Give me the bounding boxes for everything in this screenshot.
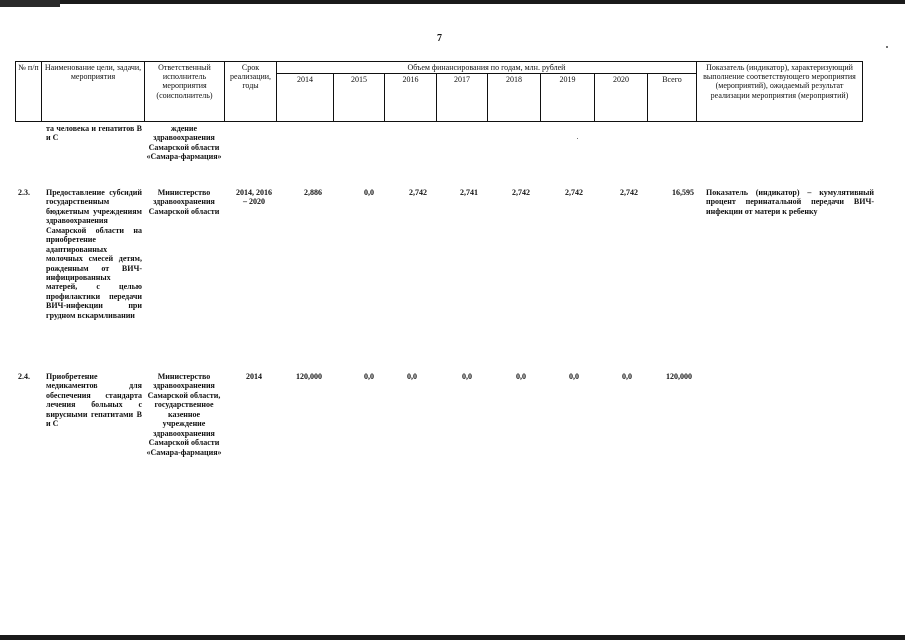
header-financing: Объем финансирования по годам, млн. рублей bbox=[277, 62, 697, 74]
scan-speck bbox=[886, 46, 888, 48]
row-2-3-value-total: 16,595 bbox=[672, 188, 694, 197]
header-indicator: Показатель (индикатор), характеризующий выполнение соответствующего мероприятия (мероприятий), ожидаемый результат реализации мероприятия (мероприятий) bbox=[697, 62, 863, 122]
header-year-2016: 2016 bbox=[385, 74, 437, 122]
continuation-name: та человека и гепатитов В и С bbox=[46, 124, 142, 143]
row-2-4-value-2019: 0,0 bbox=[569, 372, 579, 381]
row-2-4-value-total: 120,000 bbox=[666, 372, 692, 381]
header-year-2017: 2017 bbox=[437, 74, 488, 122]
row-2-4-value-2018: 0,0 bbox=[516, 372, 526, 381]
row-2-3-indicator: Показатель (индикатор) – кумулятивный процент перинатальной передачи ВИЧ-инфекции от матери к ребенку bbox=[706, 188, 874, 216]
row-2-4-value-2020: 0,0 bbox=[622, 372, 632, 381]
header-year-2014: 2014 bbox=[277, 74, 334, 122]
row-2-3-responsible: Министерство здравоохранения Самарской области bbox=[148, 188, 220, 216]
scan-edge-top bbox=[0, 0, 905, 4]
header-term: Срок реализации, годы bbox=[225, 62, 277, 122]
row-2-3-value-2015: 0,0 bbox=[364, 188, 374, 197]
row-2-4-value-2014: 120,000 bbox=[296, 372, 322, 381]
row-2-3-num: 2.3. bbox=[18, 188, 30, 197]
scan-edge-corner bbox=[0, 0, 60, 7]
row-2-3-value-2016: 2,742 bbox=[409, 188, 427, 197]
scan-edge-bottom bbox=[0, 635, 905, 640]
row-2-3-value-2020: 2,742 bbox=[620, 188, 638, 197]
page-number: 7 bbox=[437, 33, 442, 44]
row-2-4-responsible: Министерство здравоохранения Самарской области, государственное казенное учреждение здравоохранения Самарской области «Самара-фармация» bbox=[146, 372, 222, 457]
header-responsible: Ответственный исполнитель мероприятия (соисполнитель) bbox=[145, 62, 225, 122]
scan-speck bbox=[577, 138, 578, 139]
header-year-2020: 2020 bbox=[595, 74, 648, 122]
header-year-2015: 2015 bbox=[334, 74, 385, 122]
table-header bbox=[15, 61, 863, 122]
row-2-4-term: 2014 bbox=[246, 372, 262, 381]
row-2-3-value-2018: 2,742 bbox=[512, 188, 530, 197]
header-year-2019: 2019 bbox=[541, 74, 595, 122]
row-2-3-value-2017: 2,741 bbox=[460, 188, 478, 197]
header-name: Наименование цели, задачи, мероприятия bbox=[42, 62, 145, 122]
row-2-4-value-2016: 0,0 bbox=[407, 372, 417, 381]
row-2-4-name: Приобретение медикаментов для обеспечения стандарта лечения больных с вирусными гепатитами В и С bbox=[46, 372, 142, 429]
row-2-4-value-2017: 0,0 bbox=[462, 372, 472, 381]
row-2-3-value-2019: 2,742 bbox=[565, 188, 583, 197]
header-year-2018: 2018 bbox=[488, 74, 541, 122]
row-2-3-term: 2014, 2016 – 2020 bbox=[236, 188, 272, 207]
header-year-total: Всего bbox=[648, 74, 697, 122]
row-2-4-num: 2.4. bbox=[18, 372, 30, 381]
row-2-4-value-2015: 0,0 bbox=[364, 372, 374, 381]
header-num: № п/п bbox=[16, 62, 42, 122]
row-2-3-name: Предоставление субсидий государственным бюджетным учреждениям здравоохранения Самарской области на приобретение адаптированных молочных смесей детям, рожденным от ВИЧ-инфицированных матерей, с целью профилактики передачи ВИЧ-инфекции при грудном вскармливании bbox=[46, 188, 142, 320]
continuation-responsible: ждение здравоохранения Самарской области «Самара-фармация» bbox=[146, 124, 222, 162]
row-2-3-value-2014: 2,886 bbox=[304, 188, 322, 197]
